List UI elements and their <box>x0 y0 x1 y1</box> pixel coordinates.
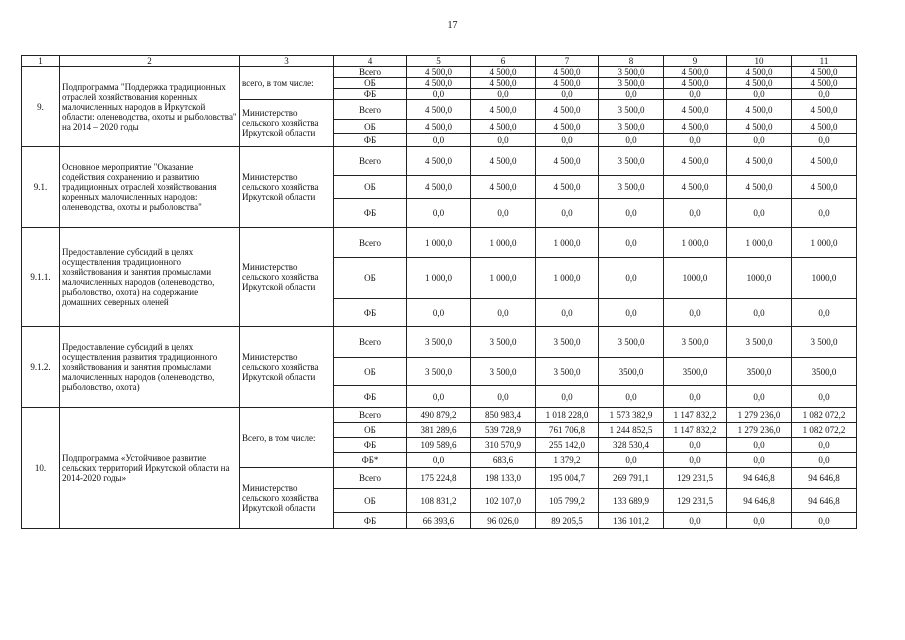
value-cell: 0,0 <box>664 386 727 408</box>
value-cell: 0,0 <box>727 386 792 408</box>
funding-source-cell: ФБ <box>334 199 407 228</box>
value-cell: 4 500,0 <box>407 176 471 199</box>
table-row <box>22 147 857 176</box>
value-cell: 0,0 <box>599 299 664 327</box>
column-header: 2 <box>60 56 240 67</box>
value-cell: 4 500,0 <box>792 120 857 134</box>
value-cell: 0,0 <box>727 299 792 327</box>
value-cell: 198 133,0 <box>471 468 536 489</box>
value-cell: 1 573 382,9 <box>599 408 664 423</box>
value-cell: 4 500,0 <box>727 100 792 120</box>
column-header: 10 <box>727 56 792 67</box>
funding-source-cell: ФБ <box>334 438 407 453</box>
value-cell: 539 728,9 <box>471 423 536 438</box>
value-cell: 1 244 852,5 <box>599 423 664 438</box>
value-cell: 1 279 236,0 <box>727 408 792 423</box>
value-cell: 0,0 <box>664 453 727 468</box>
value-cell: 761 706,8 <box>536 423 599 438</box>
value-cell: 3 500,0 <box>599 100 664 120</box>
value-cell: 3500,0 <box>599 358 664 386</box>
value-cell: 850 983,4 <box>471 408 536 423</box>
value-cell: 3 500,0 <box>471 358 536 386</box>
value-cell: 1 379,2 <box>536 453 599 468</box>
executor-cell: всего, в том числе: <box>240 67 334 100</box>
value-cell: 0,0 <box>599 453 664 468</box>
value-cell: 0,0 <box>727 199 792 228</box>
value-cell: 3 500,0 <box>536 327 599 358</box>
value-cell: 0,0 <box>792 438 857 453</box>
funding-source-cell: ФБ <box>334 513 407 529</box>
budget-table <box>21 55 857 529</box>
value-cell: 4 500,0 <box>727 78 792 89</box>
value-cell: 0,0 <box>599 199 664 228</box>
value-cell: 3 500,0 <box>664 327 727 358</box>
value-cell: 4 500,0 <box>664 100 727 120</box>
value-cell: 683,6 <box>471 453 536 468</box>
funding-source-cell: Всего <box>334 228 407 258</box>
value-cell: 4 500,0 <box>536 176 599 199</box>
value-cell: 328 530,4 <box>599 438 664 453</box>
value-cell: 1 000,0 <box>407 258 471 299</box>
value-cell: 0,0 <box>407 453 471 468</box>
funding-source-cell: ОБ <box>334 258 407 299</box>
value-cell: 4 500,0 <box>471 67 536 78</box>
value-cell: 490 879,2 <box>407 408 471 423</box>
value-cell: 4 500,0 <box>727 120 792 134</box>
value-cell: 3 500,0 <box>599 147 664 176</box>
value-cell: 0,0 <box>407 199 471 228</box>
value-cell: 109 589,6 <box>407 438 471 453</box>
funding-source-cell: ФБ <box>334 386 407 408</box>
value-cell: 0,0 <box>664 89 727 100</box>
value-cell: 0,0 <box>792 386 857 408</box>
value-cell: 4 500,0 <box>407 147 471 176</box>
funding-source-cell: ОБ <box>334 176 407 199</box>
value-cell: 0,0 <box>727 513 792 529</box>
value-cell: 4 500,0 <box>471 78 536 89</box>
funding-source-cell: ОБ <box>334 423 407 438</box>
value-cell: 105 799,2 <box>536 489 599 513</box>
value-cell: 0,0 <box>471 386 536 408</box>
value-cell: 0,0 <box>792 89 857 100</box>
value-cell: 4 500,0 <box>536 67 599 78</box>
executor-cell: Министерство сельского хозяйства Иркутской области <box>240 327 334 408</box>
value-cell: 0,0 <box>792 453 857 468</box>
column-header: 6 <box>471 56 536 67</box>
item-number-cell: 10. <box>22 408 60 529</box>
value-cell: 0,0 <box>792 199 857 228</box>
executor-cell: Министерство сельского хозяйства Иркутской области <box>240 100 334 147</box>
value-cell: 3 500,0 <box>471 327 536 358</box>
funding-source-cell: Всего <box>334 67 407 78</box>
value-cell: 3 500,0 <box>536 358 599 386</box>
funding-source-cell: ОБ <box>334 489 407 513</box>
value-cell: 1 018 228,0 <box>536 408 599 423</box>
item-description-cell: Предоставление субсидий в целях осуществления традиционного хозяйствования и занятия промыслами малочисленных народов (оленеводство, рыболовство, охота) на содержание домашних северных оленей <box>60 228 240 327</box>
value-cell: 0,0 <box>599 386 664 408</box>
value-cell: 0,0 <box>536 134 599 147</box>
value-cell: 1 279 236,0 <box>727 423 792 438</box>
value-cell: 255 142,0 <box>536 438 599 453</box>
header-row <box>22 56 857 67</box>
value-cell: 4 500,0 <box>407 67 471 78</box>
value-cell: 94 646,8 <box>727 489 792 513</box>
value-cell: 0,0 <box>727 134 792 147</box>
value-cell: 3 500,0 <box>599 176 664 199</box>
value-cell: 381 289,6 <box>407 423 471 438</box>
value-cell: 4 500,0 <box>471 100 536 120</box>
column-header: 4 <box>334 56 407 67</box>
value-cell: 0,0 <box>664 438 727 453</box>
value-cell: 0,0 <box>536 299 599 327</box>
item-number-cell: 9. <box>22 67 60 147</box>
value-cell: 4 500,0 <box>664 147 727 176</box>
value-cell: 4 500,0 <box>727 176 792 199</box>
column-header: 9 <box>664 56 727 67</box>
value-cell: 94 646,8 <box>792 489 857 513</box>
value-cell: 4 500,0 <box>792 78 857 89</box>
value-cell: 96 026,0 <box>471 513 536 529</box>
value-cell: 129 231,5 <box>664 489 727 513</box>
value-cell: 1 000,0 <box>471 258 536 299</box>
value-cell: 1 000,0 <box>664 228 727 258</box>
value-cell: 0,0 <box>407 386 471 408</box>
value-cell: 4 500,0 <box>536 100 599 120</box>
column-header: 8 <box>599 56 664 67</box>
value-cell: 0,0 <box>536 386 599 408</box>
value-cell: 1 000,0 <box>792 228 857 258</box>
value-cell: 3 500,0 <box>599 120 664 134</box>
value-cell: 0,0 <box>407 134 471 147</box>
value-cell: 0,0 <box>536 89 599 100</box>
value-cell: 108 831,2 <box>407 489 471 513</box>
funding-source-cell: Всего <box>334 468 407 489</box>
value-cell: 0,0 <box>599 258 664 299</box>
table-row <box>22 67 857 78</box>
value-cell: 89 205,5 <box>536 513 599 529</box>
value-cell: 195 004,7 <box>536 468 599 489</box>
value-cell: 0,0 <box>407 89 471 100</box>
table-body <box>22 56 857 529</box>
column-header: 5 <box>407 56 471 67</box>
value-cell: 4 500,0 <box>536 147 599 176</box>
executor-cell: Министерство сельского хозяйства Иркутской области <box>240 228 334 327</box>
executor-cell: Министерство сельского хозяйства Иркутской области <box>240 147 334 228</box>
value-cell: 0,0 <box>664 199 727 228</box>
column-header: 1 <box>22 56 60 67</box>
value-cell: 4 500,0 <box>471 147 536 176</box>
value-cell: 1 000,0 <box>471 228 536 258</box>
value-cell: 0,0 <box>727 438 792 453</box>
value-cell: 4 500,0 <box>407 78 471 89</box>
value-cell: 1000,0 <box>727 258 792 299</box>
value-cell: 1000,0 <box>792 258 857 299</box>
value-cell: 3 500,0 <box>727 327 792 358</box>
item-description-cell: Предоставление субсидий в целях осуществления развития традиционного хозяйствования и занятия промыслами малочисленных народов (оленеводство, рыболовство, охота) <box>60 327 240 408</box>
value-cell: 4 500,0 <box>727 67 792 78</box>
executor-cell: Всего, в том числе: <box>240 408 334 468</box>
value-cell: 0,0 <box>664 299 727 327</box>
value-cell: 3500,0 <box>727 358 792 386</box>
funding-source-cell: ОБ <box>334 358 407 386</box>
item-description-cell: Подпрограмма «Устойчивое развитие сельских территорий Иркутской области на 2014-2020 годы» <box>60 408 240 529</box>
value-cell: 3500,0 <box>664 358 727 386</box>
value-cell: 0,0 <box>407 299 471 327</box>
value-cell: 175 224,8 <box>407 468 471 489</box>
executor-cell: Министерство сельского хозяйства Иркутской области <box>240 468 334 529</box>
value-cell: 133 689,9 <box>599 489 664 513</box>
value-cell: 0,0 <box>471 89 536 100</box>
value-cell: 1 147 832,2 <box>664 408 727 423</box>
value-cell: 0,0 <box>471 299 536 327</box>
value-cell: 4 500,0 <box>664 78 727 89</box>
value-cell: 0,0 <box>599 89 664 100</box>
item-number-cell: 9.1. <box>22 147 60 228</box>
funding-source-cell: ФБ* <box>334 453 407 468</box>
value-cell: 4 500,0 <box>407 100 471 120</box>
funding-source-cell: Всего <box>334 147 407 176</box>
value-cell: 3 500,0 <box>407 358 471 386</box>
value-cell: 0,0 <box>536 199 599 228</box>
funding-source-cell: Всего <box>334 327 407 358</box>
value-cell: 4 500,0 <box>536 120 599 134</box>
value-cell: 0,0 <box>471 134 536 147</box>
column-header: 11 <box>792 56 857 67</box>
value-cell: 1 000,0 <box>727 228 792 258</box>
value-cell: 3 500,0 <box>407 327 471 358</box>
value-cell: 1 000,0 <box>536 258 599 299</box>
value-cell: 3 500,0 <box>792 327 857 358</box>
value-cell: 4 500,0 <box>471 120 536 134</box>
value-cell: 1 082 072,2 <box>792 408 857 423</box>
value-cell: 3 500,0 <box>599 78 664 89</box>
value-cell: 0,0 <box>727 89 792 100</box>
value-cell: 1 000,0 <box>536 228 599 258</box>
value-cell: 4 500,0 <box>792 100 857 120</box>
value-cell: 94 646,8 <box>727 468 792 489</box>
value-cell: 310 570,9 <box>471 438 536 453</box>
value-cell: 3 500,0 <box>599 327 664 358</box>
value-cell: 0,0 <box>664 134 727 147</box>
value-cell: 4 500,0 <box>792 176 857 199</box>
value-cell: 0,0 <box>599 134 664 147</box>
value-cell: 136 101,2 <box>599 513 664 529</box>
value-cell: 4 500,0 <box>664 176 727 199</box>
value-cell: 4 500,0 <box>471 176 536 199</box>
funding-source-cell: Всего <box>334 100 407 120</box>
value-cell: 3500,0 <box>792 358 857 386</box>
value-cell: 4 500,0 <box>792 147 857 176</box>
value-cell: 0,0 <box>471 199 536 228</box>
funding-source-cell: ОБ <box>334 78 407 89</box>
value-cell: 4 500,0 <box>664 67 727 78</box>
item-description-cell: Подпрограмма "Поддержка традиционных отраслей хозяйствования коренных малочисленных народов в Иркутской области: оленеводства, охоты и рыболовства" на 2014 – 2020 годы <box>60 67 240 147</box>
funding-source-cell: ОБ <box>334 120 407 134</box>
value-cell: 1 082 072,2 <box>792 423 857 438</box>
value-cell: 3 500,0 <box>599 67 664 78</box>
value-cell: 1000,0 <box>664 258 727 299</box>
value-cell: 1 000,0 <box>407 228 471 258</box>
funding-source-cell: Всего <box>334 408 407 423</box>
funding-source-cell: ФБ <box>334 299 407 327</box>
value-cell: 0,0 <box>792 299 857 327</box>
page-number: 17 <box>447 20 458 31</box>
table-row <box>22 408 857 423</box>
value-cell: 4 500,0 <box>792 67 857 78</box>
item-description-cell: Основное мероприятие "Оказание содействия сохранению и развитию традиционных отраслей хозяйствования коренных малочисленных народов: оленеводства, охоты и рыболовства" <box>60 147 240 228</box>
item-number-cell: 9.1.2. <box>22 327 60 408</box>
funding-source-cell: ФБ <box>334 134 407 147</box>
item-number-cell: 9.1.1. <box>22 228 60 327</box>
column-header: 7 <box>536 56 599 67</box>
value-cell: 0,0 <box>599 228 664 258</box>
value-cell: 0,0 <box>792 134 857 147</box>
table-row <box>22 228 857 258</box>
value-cell: 4 500,0 <box>407 120 471 134</box>
column-header: 3 <box>240 56 334 67</box>
value-cell: 94 646,8 <box>792 468 857 489</box>
value-cell: 1 147 832,2 <box>664 423 727 438</box>
value-cell: 0,0 <box>664 513 727 529</box>
value-cell: 4 500,0 <box>664 120 727 134</box>
value-cell: 0,0 <box>792 513 857 529</box>
value-cell: 4 500,0 <box>727 147 792 176</box>
value-cell: 269 791,1 <box>599 468 664 489</box>
funding-source-cell: ФБ <box>334 89 407 100</box>
table-row <box>22 327 857 358</box>
value-cell: 102 107,0 <box>471 489 536 513</box>
value-cell: 0,0 <box>727 453 792 468</box>
value-cell: 66 393,6 <box>407 513 471 529</box>
value-cell: 129 231,5 <box>664 468 727 489</box>
value-cell: 4 500,0 <box>536 78 599 89</box>
